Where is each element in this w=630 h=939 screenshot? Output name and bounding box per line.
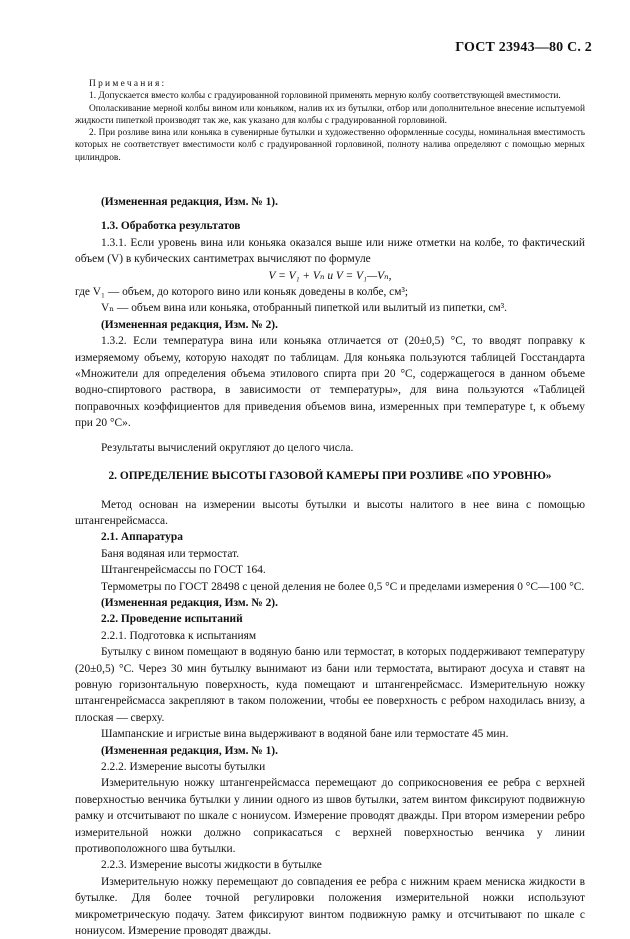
section-2-2-2-title: 2.2.2. Измерение высоты бутылки — [101, 761, 266, 773]
page-header: ГОСТ 23943—80 С. 2 — [455, 40, 592, 55]
edition-note: (Измененная редакция, Изм. № 2). — [101, 596, 278, 609]
champagne-note: Шампанские и игристые вина выдерживают в водяной бане или термостате 45 мин. — [101, 728, 509, 741]
apparatus-2: Штангенрейсмассы по ГОСТ 164. — [101, 564, 266, 577]
apparatus-3: Термометры по ГОСТ 28498 с ценой деления не более 0,5 °С и пределами измерения 0 °С—100 °С. — [101, 580, 585, 593]
where-line-2: Vₙ — объем вина или коньяка, отобранный пипеткой или вылитый из пипетки, см³. — [101, 302, 507, 315]
paragraph-1-3-2: 1.3.2. Если температура вина или коньяка отличается от (20±0,5) °С, то вводят поправку к измеряемому объему, которую находят по таблицам. Для коньяка пользуются таблицей Госстандарта «Множители для определения объема этилового спирта при 20 °С, содержащегося в данном объеме водно-спиртового раствора, в зависимости от температуры», для вина пользуются «Таблицей поправочных коэффициентов для приведения объемов вина, измеренных при температуре t, к объему при 20 °С». — [75, 335, 585, 430]
notes-title: Примечания: — [89, 79, 167, 89]
paragraph-2-2-3: Измерительную ножку перемещают до совпадения ее ребра с нижним краем мениска жидкости в бутылке. Для более точной регулировки положения измерительной ножки используют микрометрическую подачу. Затем фиксируют винтом подвижную рамку и отсчитывают по шкале с нониусом. Измерение проводят дважды. — [75, 875, 585, 938]
note-1b: Ополаскивание мерной колбы вином или коньяком, налив их из бутылки, отбор или дополнительное внесение испытуемой жидкости пипеткой производят так же, как указано для колбы с градуированной горловиной. — [75, 103, 585, 126]
note-1: 1. Допускается вместо колбы с градуированной горловиной применять мерную колбу соответствующей вместимости. — [89, 91, 561, 102]
edition-note: (Измененная редакция, Изм. № 1). — [101, 744, 278, 757]
where-line-1: где V₁ — объем, до которого вино или коньяк доведены в колбе, см³; — [75, 286, 409, 299]
paragraph-2-2-1: Бутылку с вином помещают в водяную баню или термостат, в которых поддерживают температуру (20±0,5) °С. Через 30 мин бутылку вынимают из бани или термостата, вытирают досуха и ставят на ровную горизонтальную поверхность, куда помещают и штангенрейсмасс. Измерительную ножку штангенрейсмасса закрепляют в таком положении, чтобы ее поверхность с ребром находилась внизу, а плоская — сверху. — [75, 646, 585, 724]
paragraph-1-3-1: 1.3.1. Если уровень вина или коньяка оказался выше или ниже отметки на колбе, то фактический объем (V) в кубических сантиметрах вычисляют по формуле — [75, 236, 585, 266]
apparatus-1: Баня водяная или термостат. — [101, 547, 240, 560]
section-2-1-title: 2.1. Аппаратура — [101, 531, 183, 544]
section-2-2-1-title: 2.2.1. Подготовка к испытаниям — [101, 629, 257, 642]
main-text — [75, 194, 585, 939]
rounding-note: Результаты вычислений округляют до целого числа. — [101, 441, 354, 454]
section-2-2-title: 2.2. Проведение испытаний — [101, 613, 243, 626]
method-paragraph: Метод основан на измерении высоты бутылки и высоты налитого в нее вина с помощью штангенрейсмасса. — [75, 498, 585, 527]
formula: V = V₁ + Vₙ и V = V₁—Vₙ, — [268, 269, 392, 282]
paragraph-2-2-2: Измерительную ножку штангенрейсмасса перемещают до соприкосновения ее ребра с верхней поверхностью венчика бутылки у линии одного из швов бутылки, затем винтом фиксируют подвижную рамку и отсчитывают по шкале с нониусом. Измерение проводят дважды. При втором измерении ребро измерительной ножки должно соприкасаться с верхней поверхностью венчика у линии противоположного шва бутылки. — [75, 777, 585, 856]
note-2: 2. При розливе вина или коньяка в сувенирные бутылки и художественно оформленные сосуды, номинальная вместимость которых не соответствует вместимости колб с градуированной горловиной, полноту налива определяют с помощью мерных цилиндров. — [75, 128, 585, 163]
section-2-heading: 2. ОПРЕДЕЛЕНИЕ ВЫСОТЫ ГАЗОВОЙ КАМЕРЫ ПРИ РОЗЛИВЕ «ПО УРОВНЮ» — [108, 470, 552, 483]
edition-note: (Измененная редакция, Изм. № 2). — [101, 318, 278, 331]
section-1-3-title: 1.3. Обработка результатов — [101, 220, 241, 233]
section-2-2-3-title: 2.2.3. Измерение высоты жидкости в бутылке — [101, 859, 322, 872]
edition-note: (Измененная редакция, Изм. № 1). — [101, 196, 278, 208]
notes-block — [75, 78, 585, 164]
